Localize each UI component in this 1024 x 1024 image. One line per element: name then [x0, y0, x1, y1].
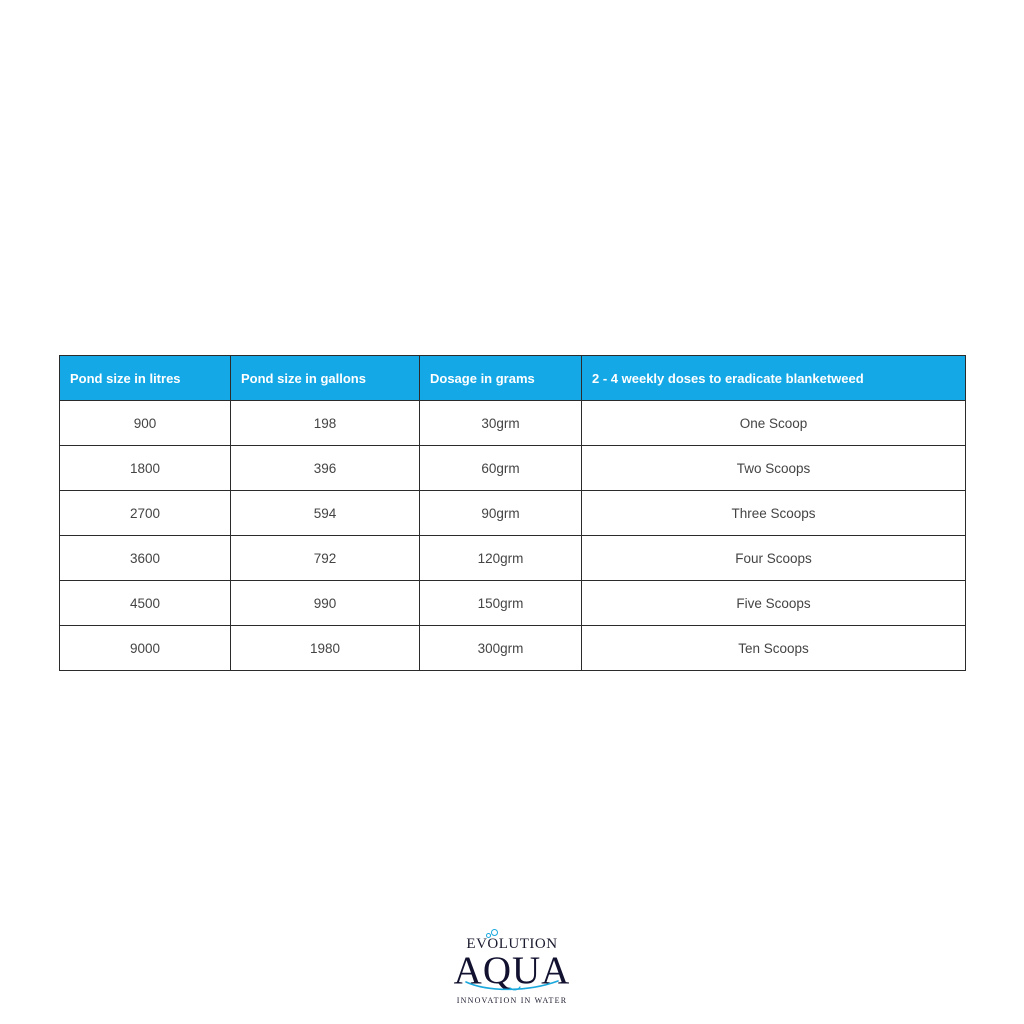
- logo-line1: EVOLUTION: [466, 936, 558, 952]
- cell-gallons: 1980: [231, 626, 420, 671]
- logo-line2: AQUA: [453, 949, 571, 992]
- cell-litres: 3600: [60, 536, 231, 581]
- water-swirl-icon: [458, 978, 566, 992]
- evolution-aqua-logo: [440, 928, 584, 1012]
- cell-gallons: 396: [231, 446, 420, 491]
- cell-litres: 2700: [60, 491, 231, 536]
- header-weekly-doses: 2 - 4 weekly doses to eradicate blanketweed: [582, 356, 966, 401]
- cell-grams: 120grm: [420, 536, 582, 581]
- cell-doses: Ten Scoops: [582, 626, 966, 671]
- cell-grams: 300grm: [420, 626, 582, 671]
- cell-doses: Three Scoops: [582, 491, 966, 536]
- table-row: [60, 446, 966, 491]
- cell-litres: 1800: [60, 446, 231, 491]
- table-header-row: [60, 356, 966, 401]
- table-row: [60, 626, 966, 671]
- cell-gallons: 792: [231, 536, 420, 581]
- cell-doses: Two Scoops: [582, 446, 966, 491]
- table-row: [60, 401, 966, 446]
- cell-doses: Five Scoops: [582, 581, 966, 626]
- table-row: [60, 581, 966, 626]
- dosage-table: [59, 355, 966, 671]
- cell-gallons: 990: [231, 581, 420, 626]
- header-pond-gallons: Pond size in gallons: [231, 356, 420, 401]
- cell-litres: 900: [60, 401, 231, 446]
- cell-doses: Four Scoops: [582, 536, 966, 581]
- cell-gallons: 594: [231, 491, 420, 536]
- cell-grams: 30grm: [420, 401, 582, 446]
- table-row: [60, 491, 966, 536]
- logo-tagline: INNOVATION IN WATER: [456, 996, 568, 1005]
- cell-doses: One Scoop: [582, 401, 966, 446]
- cell-gallons: 198: [231, 401, 420, 446]
- cell-grams: 150grm: [420, 581, 582, 626]
- cell-litres: 4500: [60, 581, 231, 626]
- cell-grams: 60grm: [420, 446, 582, 491]
- cell-grams: 90grm: [420, 491, 582, 536]
- header-dosage-grams: Dosage in grams: [420, 356, 582, 401]
- cell-litres: 9000: [60, 626, 231, 671]
- table-row: [60, 536, 966, 581]
- header-pond-litres: Pond size in litres: [60, 356, 231, 401]
